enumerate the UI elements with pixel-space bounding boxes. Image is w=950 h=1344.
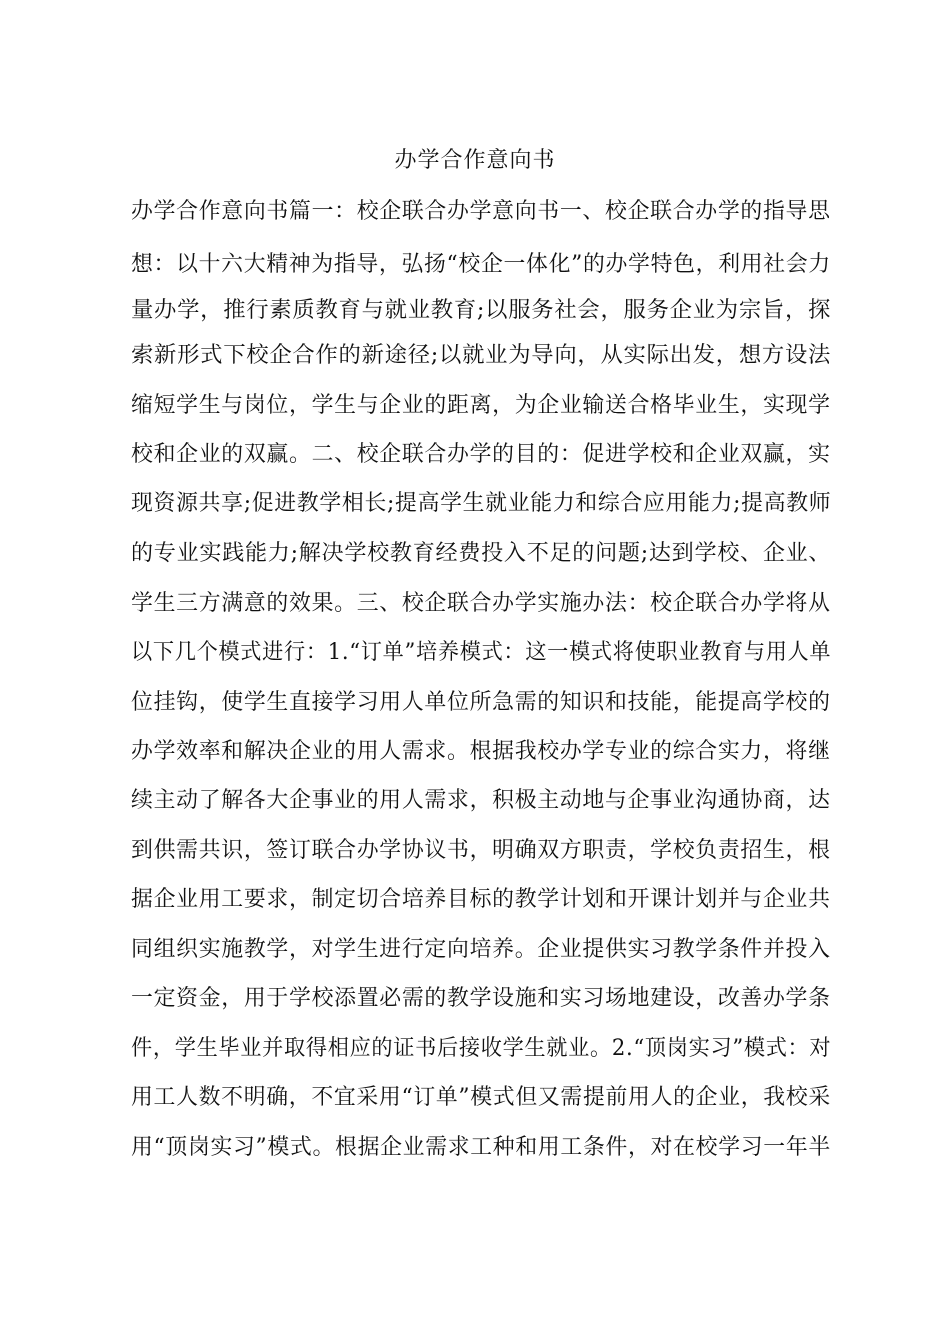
body-line: 位挂钩，使学生直接学习用人单位所急需的知识和技能，能提高学校的: [131, 690, 831, 715]
body-line: 现资源共享;促进教学相长;提高学生就业能力和综合应用能力;提高教师: [131, 491, 832, 516]
body-line: 办学合作意向书篇一：校企联合办学意向书一、校企联合办学的指导思: [131, 199, 831, 224]
body-line: 据企业用工要求，制定切合培养目标的教学计划和开课计划并与企业共: [131, 887, 831, 912]
body-line: 续主动了解各大企事业的用人需求，积极主动地与企事业沟通协商，达: [131, 788, 831, 813]
body-line: 以下几个模式进行：1.“订单”培养模式：这一模式将使职业教育与用人单: [131, 640, 832, 665]
body-line: 学生三方满意的效果。三、校企联合办学实施办法：校企联合办学将从: [131, 591, 831, 616]
body-line: 的专业实践能力;解决学校教育经费投入不足的问题;达到学校、企业、: [131, 541, 832, 566]
body-line: 量办学，推行素质教育与就业教育;以服务社会，服务企业为宗旨，探: [131, 298, 832, 323]
body-line: 用工人数不明确，不宜采用“订单”模式但又需提前用人的企业，我校采: [131, 1085, 831, 1110]
body-line: 缩短学生与岗位，学生与企业的距离，为企业输送合格毕业生，实现学: [131, 393, 831, 418]
body-line: 一定资金，用于学校添置必需的教学设施和实习场地建设，改善办学条: [131, 986, 831, 1011]
body-line: 校和企业的双赢。二、校企联合办学的目的：促进学校和企业双赢，实: [131, 442, 831, 467]
body-line: 到供需共识，签订联合办学协议书，明确双方职责，学校负责招生，根: [131, 838, 831, 863]
body-line: 用“顶岗实习”模式。根据企业需求工种和用工条件，对在校学习一年半: [131, 1135, 831, 1160]
body-line: 想：以十六大精神为指导，弘扬“校企一体化”的办学特色，利用社会力: [131, 252, 831, 277]
body-line: 件，学生毕业并取得相应的证书后接收学生就业。2.“顶岗实习”模式：对: [131, 1036, 832, 1061]
body-line: 索新形式下校企合作的新途径;以就业为导向，从实际出发，想方设法: [131, 343, 832, 368]
body-line: 办学效率和解决企业的用人需求。根据我校办学专业的综合实力，将继: [131, 739, 831, 764]
document-title: 办学合作意向书: [394, 148, 556, 173]
body-line: 同组织实施教学，对学生进行定向培养。企业提供实习教学条件并投入: [131, 937, 831, 962]
